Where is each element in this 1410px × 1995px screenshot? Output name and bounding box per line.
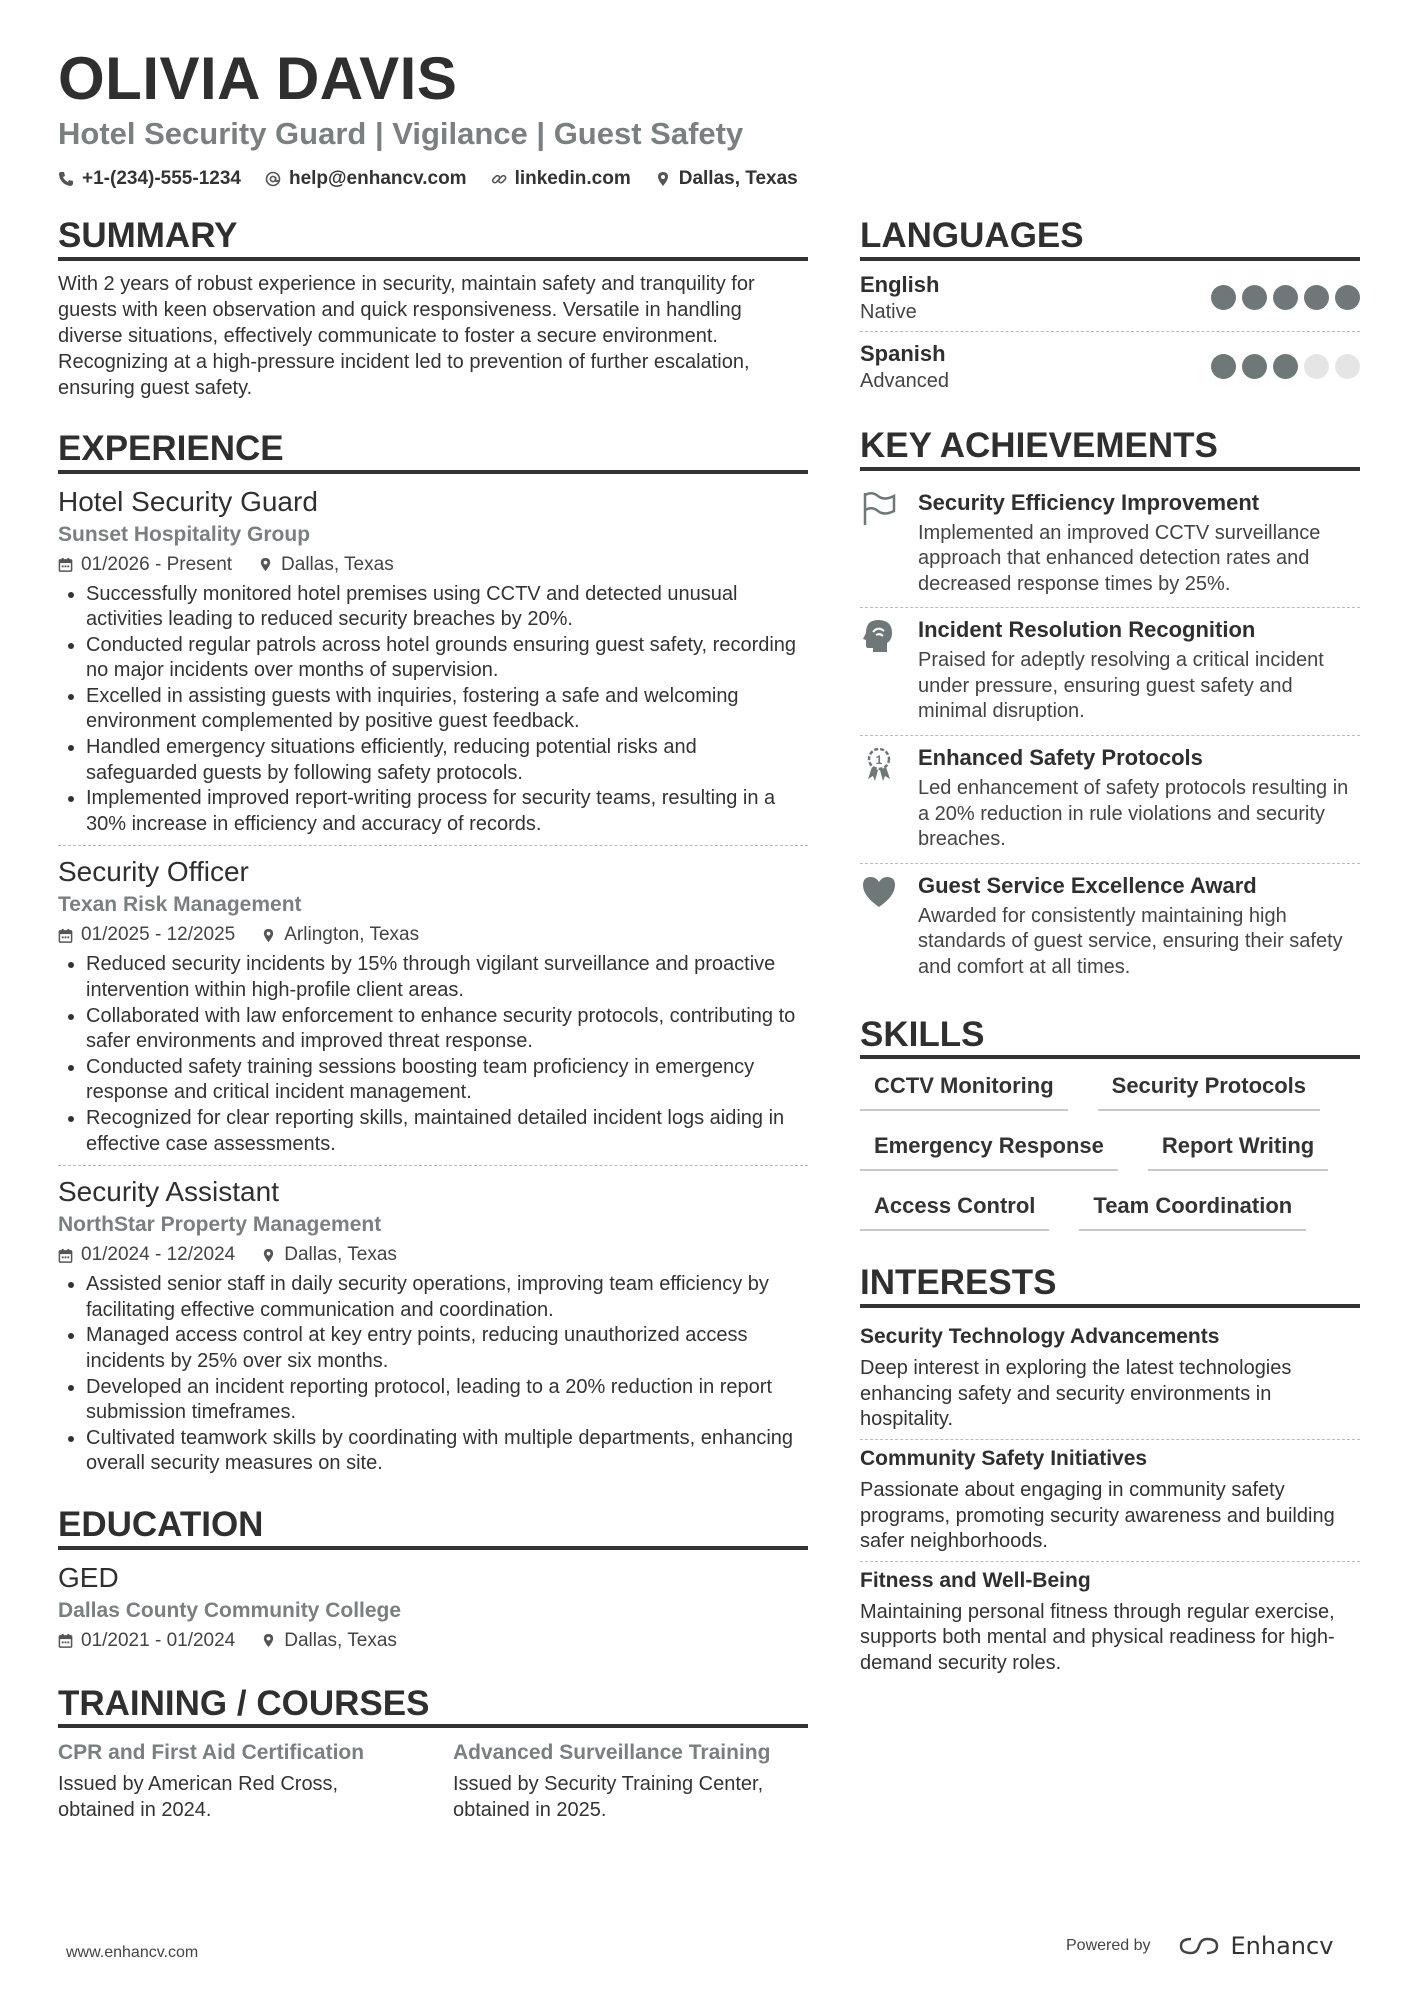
education-dates-text: 01/2021 - 01/2024 bbox=[81, 1629, 236, 1651]
language-rating bbox=[1211, 354, 1360, 379]
job-dates-text: 01/2025 - 12/2025 bbox=[81, 924, 236, 946]
email-text: help@enhancv.com bbox=[288, 168, 467, 189]
language-level: Advanced bbox=[860, 369, 949, 392]
calendar-icon bbox=[58, 1248, 73, 1263]
heart-icon bbox=[860, 870, 906, 981]
location-pin-icon bbox=[655, 171, 671, 187]
left-column bbox=[58, 218, 808, 1824]
interest-item bbox=[860, 1562, 1360, 1683]
interests-heading: INTERESTS bbox=[860, 1265, 1360, 1308]
job-location-text: Dallas, Texas bbox=[281, 553, 394, 575]
phone-text: +1-(234)-555-1234 bbox=[82, 168, 241, 189]
svg-text:1: 1 bbox=[875, 753, 883, 768]
experience-bullets bbox=[58, 952, 808, 1157]
experience-bullet: • Collaborated with law enforcement to enhance security protocols, contributing to safer environments and improved threat response. bbox=[86, 1004, 808, 1055]
experience-bullet: • Managed access control at key entry points, reducing unauthorized access incidents by 25% over six months. bbox=[86, 1323, 808, 1374]
language-level: Native bbox=[860, 300, 917, 323]
enhancv-logo-icon bbox=[1177, 1935, 1221, 1957]
language-item bbox=[860, 340, 1360, 400]
brand-name: Enhancv bbox=[1230, 1932, 1334, 1960]
experience-bullet: • Handled emergency situations efficiently, reducing potential risks and safeguarded guests by following safety protocols. bbox=[86, 735, 808, 786]
interest-description: Deep interest in exploring the latest technologies enhancing safety and security environments in hospitality. bbox=[860, 1357, 1292, 1431]
achievement-description: Praised for adeptly resolving a critical incident under pressure, ensuring guest safety and minimal disruption. bbox=[918, 649, 1324, 723]
experience-bullet: • Developed an incident reporting protocol, leading to a 20% reduction in report submission timeframes. bbox=[86, 1375, 808, 1426]
phone-icon bbox=[58, 171, 74, 187]
education-location-text: Dallas, Texas bbox=[284, 1629, 397, 1651]
contact-bar bbox=[58, 168, 798, 190]
job-title: Security Assistant bbox=[58, 1176, 279, 1208]
powered-by-label: Powered by bbox=[1066, 1937, 1151, 1954]
head-icon bbox=[860, 614, 906, 725]
achievement-item bbox=[860, 736, 1360, 864]
job-dates bbox=[58, 550, 232, 580]
experience-bullet: • Conducted safety training sessions boosting team proficiency in emergency response and critical incident management. bbox=[86, 1055, 808, 1106]
course-title: CPR and First Aid Certification bbox=[58, 1741, 365, 1765]
skill-list bbox=[860, 1071, 1360, 1231]
rating-dot bbox=[1211, 285, 1236, 310]
interest-title: Fitness and Well-Being bbox=[860, 1568, 1091, 1592]
achievement-description: Awarded for consistently maintaining high standards of guest service, ensuring their safety and comfort at all times. bbox=[918, 904, 1343, 979]
achievement-description: Led enhancement of safety protocols resulting in a 20% reduction in rule violations and security breaches. bbox=[918, 777, 1349, 851]
at-icon bbox=[265, 171, 281, 187]
company-name: Texan Risk Management bbox=[58, 893, 302, 917]
experience-list bbox=[58, 484, 808, 1485]
skill-tag: CCTV Monitoring bbox=[860, 1071, 1068, 1111]
course-title: Advanced Surveillance Training bbox=[453, 1741, 771, 1765]
education-meta bbox=[58, 1626, 808, 1656]
experience-bullet: • Implemented improved report-writing process for security teams, resulting in a 30% increase in efficiency and accuracy of records. bbox=[86, 786, 808, 837]
experience-bullets bbox=[58, 582, 808, 838]
contact-location bbox=[655, 168, 798, 190]
company-name: Sunset Hospitality Group bbox=[58, 522, 311, 546]
job-dates-text: 01/2024 - 12/2024 bbox=[81, 1244, 236, 1266]
rating-dot bbox=[1304, 354, 1329, 379]
location-text: Dallas, Texas bbox=[678, 168, 798, 189]
award-icon bbox=[860, 742, 906, 853]
experience-bullet: • Conducted regular patrols across hotel grounds ensuring guest safety, recording no major incidents over months of supervision. bbox=[86, 633, 808, 684]
interest-description: Maintaining personal fitness through regular exercise, supports both mental and physical readiness for high-demand security roles. bbox=[860, 1600, 1335, 1674]
interest-title: Security Technology Advancements bbox=[860, 1325, 1220, 1349]
location-pin-icon bbox=[258, 557, 273, 572]
rating-dot bbox=[1273, 285, 1298, 310]
candidate-tagline: Hotel Security Guard | Vigilance | Guest Safety bbox=[58, 116, 744, 151]
job-location-text: Arlington, Texas bbox=[284, 924, 420, 946]
course-item bbox=[453, 1738, 808, 1823]
rating-dot bbox=[1273, 354, 1298, 379]
job-location-text: Dallas, Texas bbox=[284, 1244, 397, 1266]
job-meta bbox=[58, 550, 808, 580]
job-title: Security Officer bbox=[58, 856, 249, 888]
skill-tag: Access Control bbox=[860, 1191, 1049, 1231]
language-list bbox=[860, 271, 1360, 400]
achievement-description: Implemented an improved CCTV surveillance approach that enhanced detection rates and decreased response times by 25%. bbox=[918, 521, 1321, 595]
interest-item bbox=[860, 1318, 1360, 1440]
achievement-title: Enhanced Safety Protocols bbox=[918, 745, 1203, 771]
language-name: Spanish bbox=[860, 340, 946, 366]
rating-dot bbox=[1335, 285, 1360, 310]
achievements-heading: KEY ACHIEVEMENTS bbox=[860, 428, 1360, 471]
candidate-name: OLIVIA DAVIS bbox=[58, 45, 458, 112]
achievement-title: Guest Service Excellence Award bbox=[918, 872, 1257, 898]
experience-entry bbox=[58, 1174, 808, 1485]
rating-dot bbox=[1304, 285, 1329, 310]
calendar-icon bbox=[58, 928, 73, 943]
language-item bbox=[860, 271, 1360, 332]
skill-tag: Security Protocols bbox=[1098, 1071, 1320, 1111]
experience-bullet: • Excelled in assisting guests with inquiries, fostering a safe and welcoming environment complemented by positive guest feedback. bbox=[86, 684, 808, 735]
education-heading: EDUCATION bbox=[58, 1507, 808, 1550]
experience-bullet: • Assisted senior staff in daily security operations, improving team efficiency by facilitating effective communication and coordination. bbox=[86, 1272, 808, 1323]
skills-heading: SKILLS bbox=[860, 1017, 1360, 1060]
flag-icon bbox=[860, 487, 906, 598]
experience-heading: EXPERIENCE bbox=[58, 431, 808, 474]
achievement-title: Security Efficiency Improvement bbox=[918, 489, 1260, 515]
calendar-icon bbox=[58, 557, 73, 572]
rating-dot bbox=[1211, 354, 1236, 379]
location-pin-icon bbox=[261, 928, 276, 943]
achievement-item bbox=[860, 864, 1360, 991]
rating-dot bbox=[1242, 285, 1267, 310]
languages-heading: LANGUAGES bbox=[860, 218, 1360, 261]
location-pin-icon bbox=[261, 1633, 276, 1648]
language-rating bbox=[1211, 285, 1360, 310]
interest-item bbox=[860, 1440, 1360, 1562]
summary-text: With 2 years of robust experience in security, maintain safety and tranquility for guests with keen observation and quick responsiveness. Versatile in handling diverse situations, effectively communicate to foster a secure environment. Recognizing at a high-pressure incident led to prevention of further escalation, ensuring guest safety. bbox=[58, 272, 755, 399]
degree: GED bbox=[58, 1561, 119, 1593]
experience-entry bbox=[58, 854, 808, 1166]
education-dates bbox=[58, 1626, 235, 1656]
job-location bbox=[261, 1240, 397, 1270]
rating-dot bbox=[1335, 354, 1360, 379]
language-name: English bbox=[860, 271, 940, 297]
skill-tag: Report Writing bbox=[1148, 1131, 1328, 1171]
interest-description: Passionate about engaging in community safety programs, promoting security awareness and building safer neighborhoods. bbox=[860, 1478, 1335, 1553]
calendar-icon bbox=[58, 1633, 73, 1648]
course-description: Issued by Security Training Center, obtained in 2025. bbox=[453, 1773, 764, 1822]
job-dates-text: 01/2026 - Present bbox=[81, 553, 233, 575]
achievement-title: Incident Resolution Recognition bbox=[918, 617, 1256, 643]
experience-bullets bbox=[58, 1272, 808, 1477]
experience-bullet: • Reduced security incidents by 15% through vigilant surveillance and proactive intervention within high-profile client areas. bbox=[86, 952, 808, 1003]
summary-heading: SUMMARY bbox=[58, 218, 808, 261]
link-icon bbox=[491, 171, 507, 187]
footer-website[interactable]: www.enhancv.com bbox=[66, 1944, 199, 1961]
course-item bbox=[58, 1738, 413, 1823]
skill-tag: Emergency Response bbox=[860, 1131, 1118, 1171]
linkedin-text: linkedin.com bbox=[514, 168, 631, 189]
location-pin-icon bbox=[261, 1248, 276, 1263]
education-location bbox=[261, 1626, 397, 1656]
experience-bullet: • Cultivated teamwork skills by coordinating with multiple departments, enhancing overall security measures on site. bbox=[86, 1426, 808, 1477]
contact-email[interactable] bbox=[265, 168, 467, 190]
achievement-item bbox=[860, 608, 1360, 736]
education-entry bbox=[58, 1560, 808, 1656]
job-meta bbox=[58, 920, 808, 950]
job-meta bbox=[58, 1240, 808, 1270]
experience-bullet: • Successfully monitored hotel premises using CCTV and detected unusual activities leading to reduced security breaches by 20%. bbox=[86, 582, 808, 633]
course-list bbox=[58, 1738, 808, 1823]
enhancv-logo[interactable] bbox=[1177, 1932, 1334, 1960]
contact-phone[interactable] bbox=[58, 168, 241, 190]
footer-powered-by bbox=[1066, 1932, 1333, 1960]
company-name: NorthStar Property Management bbox=[58, 1213, 382, 1237]
interest-list bbox=[860, 1318, 1360, 1682]
job-location bbox=[261, 920, 419, 950]
job-location bbox=[258, 550, 394, 580]
experience-bullet: • Recognized for clear reporting skills, maintained detailed incident logs aiding in effective case assessments. bbox=[86, 1106, 808, 1157]
experience-entry bbox=[58, 484, 808, 847]
training-heading: TRAINING / COURSES bbox=[58, 1686, 808, 1729]
course-description: Issued by American Red Cross, obtained in 2024. bbox=[58, 1773, 339, 1822]
school: Dallas County Community College bbox=[58, 1598, 402, 1622]
achievement-list bbox=[860, 481, 1360, 991]
rating-dot bbox=[1242, 354, 1267, 379]
skill-tag: Team Coordination bbox=[1079, 1191, 1306, 1231]
interest-title: Community Safety Initiatives bbox=[860, 1446, 1148, 1470]
achievement-item bbox=[860, 481, 1360, 609]
contact-linkedin[interactable] bbox=[491, 168, 631, 190]
job-dates bbox=[58, 920, 235, 950]
right-column bbox=[860, 218, 1360, 1682]
job-dates bbox=[58, 1240, 235, 1270]
job-title: Hotel Security Guard bbox=[58, 485, 318, 517]
